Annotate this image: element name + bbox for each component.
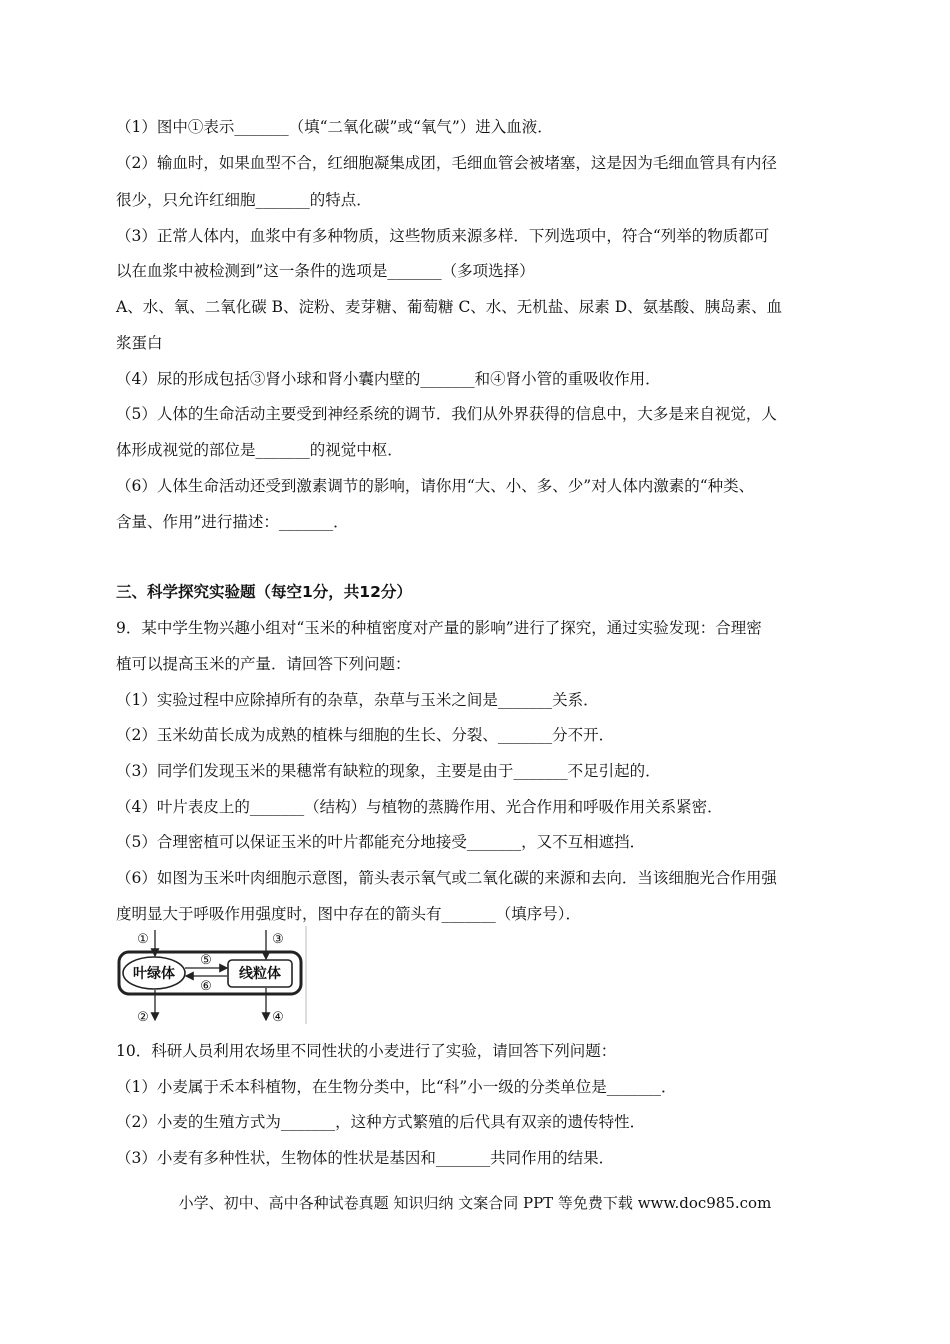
q8-part3-line2: 以在血浆中被检测到”这一条件的选项是_______（多项选择） [116,262,535,280]
q8-part5-line1: （5）人体的生命活动主要受到神经系统的调节．我们从外界获得的信息中，大多是来自视觉，人 [116,405,777,423]
label-4: ④ [272,1010,284,1025]
q9-part6-line1: （6）如图为玉米叶肉细胞示意图，箭头表示氧气或二氧化碳的来源和去向．当该细胞光合作用强 [116,869,777,887]
q9-part1: （1）实验过程中应除掉所有的杂草，杂草与玉米之间是_______关系． [116,691,599,709]
chloroplast-label: 叶绿体 [133,966,175,982]
label-2: ② [137,1010,149,1025]
q10-part2: （2）小麦的生殖方式为_______，这种方式繁殖的后代具有双亲的遗传特性． [116,1113,646,1131]
q8-part5-line2: 体形成视觉的部位是_______的视觉中枢． [116,441,403,459]
q8-part3-line1: （3）正常人体内，血浆中有多种物质，这些物质来源多样．下列选项中，符合“列举的物质都可 [116,227,770,245]
label-6: ⑥ [200,979,212,994]
q8-part1: （1）图中①表示_______（填“二氧化碳”或“氧气”）进入血液． [116,118,553,136]
q8-part2-line1: （2）输血时，如果血型不合，红细胞凝集成团，毛细血管会被堵塞，这是因为毛细血管具有内径 [116,154,777,172]
q10-stem: 10．科研人员利用农场里不同性状的小麦进行了实验，请回答下列问题： [116,1042,617,1060]
label-3: ③ [272,932,284,947]
q9-stem-line2: 植可以提高玉米的产量．请回答下列问题： [116,655,411,673]
q9-part3: （3）同学们发现玉米的果穗常有缺粒的现象，主要是由于_______不足引起的． [116,762,661,780]
q8-part6-line1: （6）人体生命活动还受到激素调节的影响，请你用“大、小、多、少”对人体内激素的“种类、 [116,477,755,495]
q9-part2: （2）玉米幼苗长成为成熟的植株与细胞的生长、分裂、_______分不开． [116,726,615,744]
q10-part3: （3）小麦有多种性状，生物体的性状是基因和_______共同作用的结果． [116,1149,615,1167]
q8-part3-options-cont: 浆蛋白 [116,334,163,352]
q9-part4: （4）叶片表皮上的_______（结构）与植物的蒸腾作用、光合作用和呼吸作用关系紧密． [116,798,723,816]
label-1: ① [137,932,149,947]
q8-part3-options: A、水、氧、二氧化碳 B、淀粉、麦芽糖、葡萄糖 C、水、无机盐、尿素 D、氨基酸、胰岛素、血 [116,298,783,316]
mitochondria-label: 线粒体 [239,966,281,982]
q8-part2-line2: 很少，只允许红细胞_______的特点． [116,191,372,209]
q9-part5: （5）合理密植可以保证玉米的叶片都能充分地接受_______，又不互相遮挡． [116,833,646,851]
q9-stem-line1: 9．某中学生物兴趣小组对“玉米的种植密度对产量的影响”进行了探究，通过实验发现：合理密 [116,619,762,637]
section3-heading: 三、科学探究实验题（每空1分，共12分） [116,583,412,601]
leaf-cell-diagram [116,924,316,1026]
footer-text: 小学、初中、高中各种试卷真题 知识归纳 文案合同 PPT 等免费下载 www.doc985.com [178,1194,772,1212]
label-5: ⑤ [200,953,212,968]
q8-part6-line2: 含量、作用”进行描述：_______． [116,513,349,531]
q9-part6-line2: 度明显大于呼吸作用强度时，图中存在的箭头有_______（填序号）． [116,905,582,923]
q8-part4: （4）尿的形成包括③肾小球和肾小囊内壁的_______和④肾小管的重吸收作用． [116,370,661,388]
q10-part1: （1）小麦属于禾本科植物，在生物分类中，比“科”小一级的分类单位是_______． [116,1078,677,1096]
